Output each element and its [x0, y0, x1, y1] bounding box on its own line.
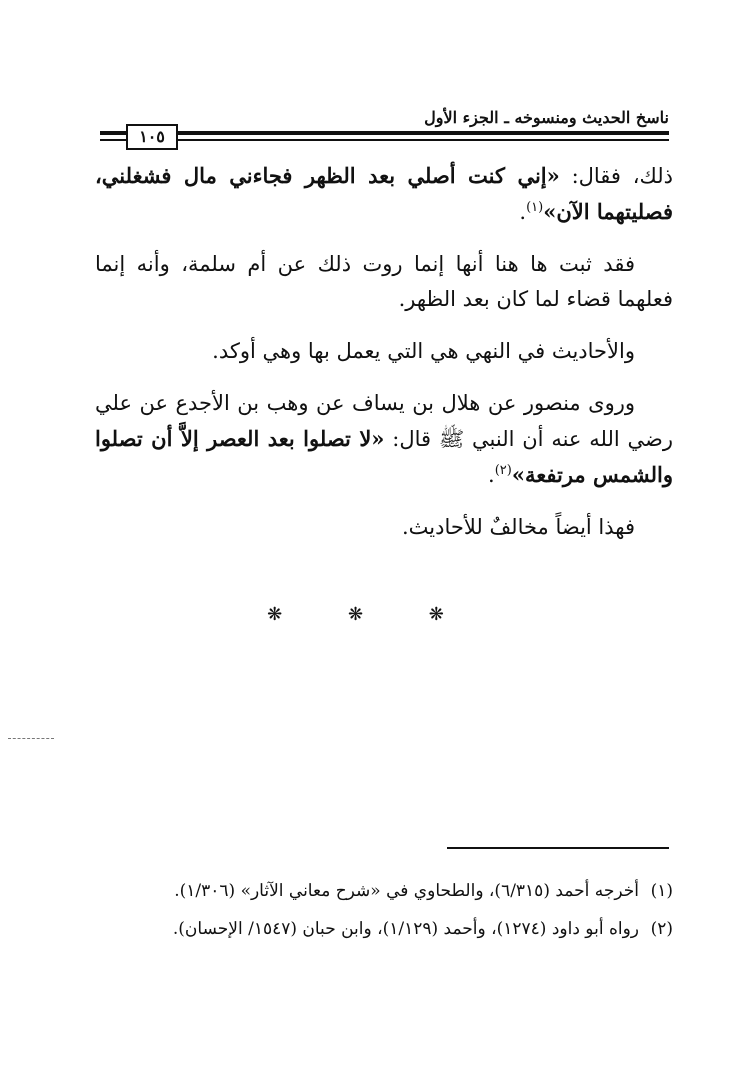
footnote-divider	[447, 847, 669, 849]
footnote-number: (٢)	[650, 919, 673, 939]
paragraph-2: فقد ثبت ها هنا أنها إنما روت ذلك عن أم سلمة، وأنه إنما فعلهما قضاء لما كان بعد الظهر.	[95, 252, 673, 311]
hadith-quote-1: «إني كنت أصلي بعد الظهر فجاءني مال فشغلني، فصليتهما الآن»	[95, 163, 673, 224]
running-title: ناسخ الحديث ومنسوخه ـ الجزء الأول	[424, 108, 669, 127]
footnote-2	[92, 914, 673, 944]
paragraph-4-tail: .	[488, 463, 495, 487]
hadith-quote-2: «لا تصلوا بعد العصر إلاَّ أن تصلوا والشمس مرتفعة»	[95, 426, 673, 487]
footnote-number: (١)	[650, 881, 673, 901]
paragraph-3: والأحاديث في النهي هي التي يعمل بها وهي أوكد.	[212, 339, 635, 363]
footnote-text: أخرجه أحمد (٦/٣١٥)، والطحاوي في «شرح معاني الآثار» (١/٣٠٦).	[174, 881, 639, 901]
paragraph-1-lead: ذلك، فقال:	[559, 164, 673, 188]
footnote-text: رواه أبو داود (١٢٧٤)، وأحمد (١/١٢٩)، وابن حبان (١٥٤٧/ الإحسان).	[172, 919, 639, 939]
paragraph-5: فهذا أيضاً مخالفٌ للأحاديث.	[401, 515, 635, 539]
footnotes	[92, 876, 673, 952]
main-text	[95, 158, 673, 562]
margin-scan-mark	[8, 738, 54, 739]
paragraph-1-tail: .	[519, 200, 527, 224]
paragraph-1	[95, 158, 673, 230]
footnote-ref-2[interactable]: (٢)	[494, 463, 512, 478]
paragraph-4	[95, 386, 673, 493]
footnote-ref-1[interactable]: (١)	[526, 200, 544, 215]
page-number: ١٠٥	[126, 124, 178, 150]
paragraph-4-lead: وروى منصور عن هلال بن يساف عن وهب بن الأجدع عن علي رضي الله عنه أن النبي ﷺ قال:	[95, 391, 674, 451]
header-rule-thin	[100, 139, 669, 141]
header-rule-thick	[100, 131, 669, 135]
section-separator: ❋ ❋ ❋	[267, 604, 474, 625]
footnote-1	[92, 876, 673, 906]
